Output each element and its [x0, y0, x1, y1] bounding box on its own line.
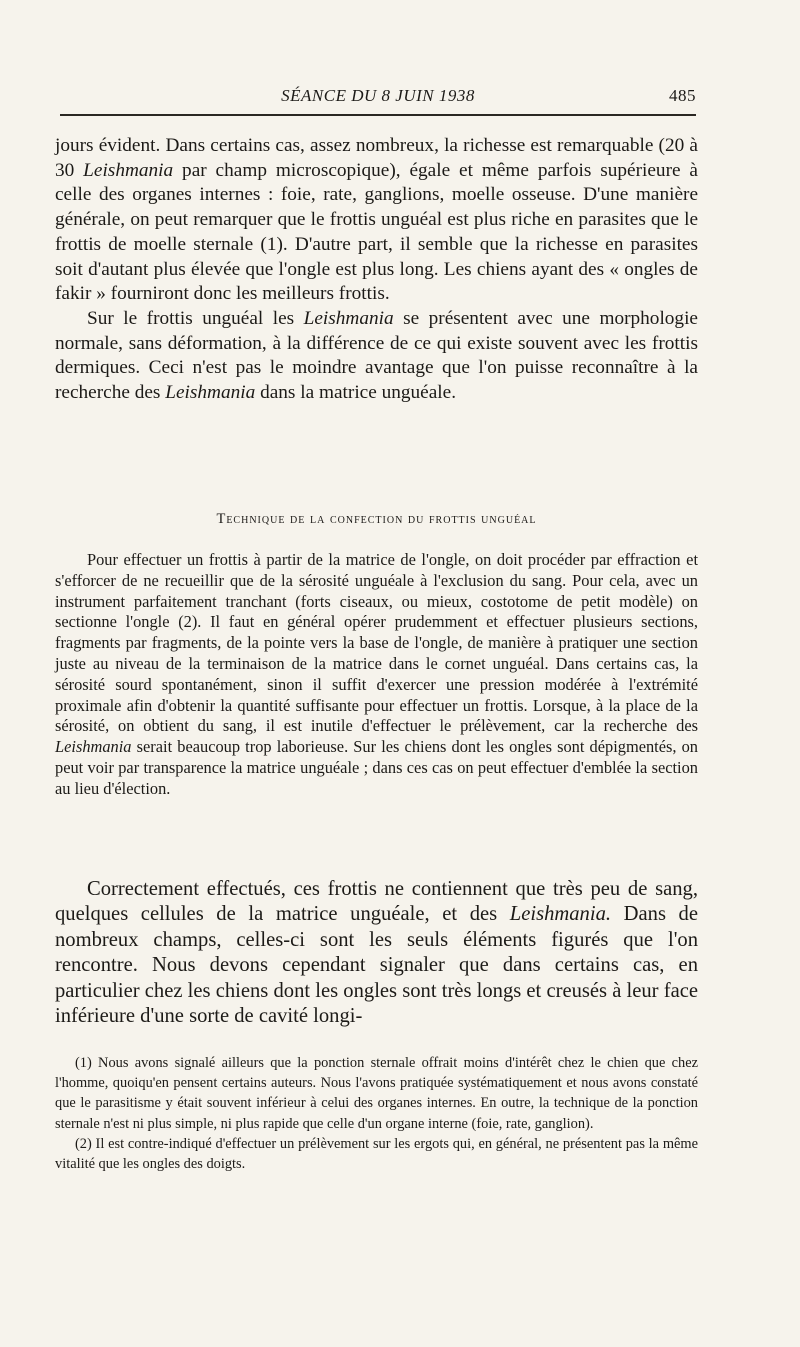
- paragraph: Sur le frottis unguéal les Leishmania se présentent avec une morphologie normale, sans déformation, à la différence de ce qui existe souvent avec les frottis dermiques. Ceci n'est pas le moindre avantage que l'on puisse reconnaître à la recherche des Leishmania dans la matrice unguéale.: [55, 307, 698, 404]
- header-rule: [60, 114, 696, 116]
- footnotes: [55, 1053, 698, 1174]
- page-number: 485: [669, 86, 696, 105]
- text-block-3: [55, 877, 698, 1029]
- paragraph: Pour effectuer un frottis à partir de la matrice de l'ongle, on doit procéder par effraction et s'efforcer de ne recueillir que de la sérosité unguéale à l'exclusion du sang. Pour cela, avec un instrument parfaitement tranchant (forts ciseaux, ou mieux, costotome de petit modèle) on sectionne l'ongle (2). Il faut en général opérer prudemment et effectuer plusieurs sections, fragments par fragments, de la pointe vers la base de l'ongle, de manière à pratiquer une section juste au niveau de la terminaison de la matrice dans le cornet unguéal. Dans certains cas, la sérosité sourd spontanément, sinon il suffit d'exercer une pression modérée à l'extrémité proximale afin d'obtenir la quantité suffisante pour effectuer un frottis. Lorsque, à la place de la sérosité, on obtient du sang, il est inutile d'effectuer le prélèvement, car la recherche des Leishmania serait beaucoup trop laborieuse. Sur les chiens dont les ongles sont dépigmentés, on peut voir par transparence la matrice unguéale ; dans ces cas on peut effectuer d'emblée la section au lieu d'élection.: [55, 550, 698, 798]
- footnote-1: (1) Nous avons signalé ailleurs que la ponction sternale offrait moins d'intérêt chez le chien que chez l'homme, quoiqu'en pensent certains auteurs. Nous l'avons pratiquée systématiquement et nous avons constaté que le parasitisme y était souvent inférieur à celui des organes internes. En outre, la technique de la ponction sternale n'est ni plus simple, ni plus rapide que celle d'un organe interne (foie, rate, ganglion).: [55, 1055, 698, 1132]
- paragraph-continued: jours évident. Dans certains cas, assez nombreux, la richesse est remarquable (20 à 30 Leishmania par champ microscopique), égale et même parfois supérieure à celle des organes internes : foie, rate, ganglions, moelle osseuse. D'une manière générale, on peut remarquer que le frottis unguéal est plus riche en parasites que le frottis de moelle sternale (1). D'autre part, il semble que la richesse en parasites soit d'autant plus élevée que l'ongle est plus long. Les chiens ayant des « ongles de fakir » fourniront donc les meilleurs frottis.: [55, 135, 698, 305]
- section-heading: Technique de la confection du frottis unguéal: [216, 511, 537, 527]
- running-head-title: SÉANCE DU 8 JUIN 1938: [281, 86, 475, 105]
- italic-term: Leishmania: [83, 159, 174, 181]
- running-head: [60, 86, 696, 112]
- italic-term: Leishmania: [55, 737, 132, 757]
- italic-term: Leishmania: [165, 382, 256, 404]
- footnote-2: (2) Il est contre-indiqué d'effectuer un prélèvement sur les ergots qui, en général, ne présentent pas la même vitalité que les ongles des doigts.: [55, 1135, 698, 1173]
- italic-term: Leishmania: [303, 307, 394, 329]
- text-block-2: [55, 550, 698, 800]
- paragraph: Correctement effectués, ces frottis ne contiennent que très peu de sang, quelques cellules de la matrice unguéale, et des Leishmania. Dans de nombreux champs, celles-ci sont les seuls éléments figurés que l'on rencontre. Nous devons cependant signaler que dans certains cas, en particulier chez les chiens dont les ongles sont très longs et creusés à leur face inférieure d'une sorte de cavité longi-: [55, 878, 698, 1028]
- text-block-1: [55, 134, 698, 406]
- italic-term: Leishmania.: [509, 903, 612, 926]
